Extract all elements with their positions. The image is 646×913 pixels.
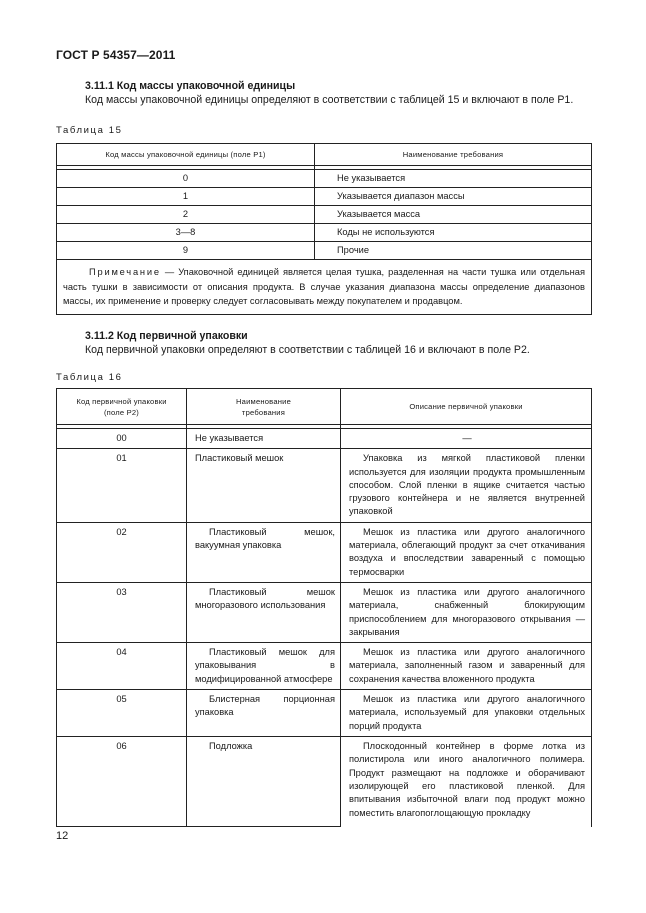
table-16-header-row xyxy=(57,389,592,425)
section-text-3-11-1: Код массы упаковочной единицы определяют в соответствии с таблицей 15 и включают в поле Р1. xyxy=(85,94,574,106)
table-15-cell-code: 0 xyxy=(57,170,315,188)
table-16-cell-name xyxy=(187,522,341,582)
table-15 xyxy=(56,143,592,315)
table-15-cell-requirement: Не указывается xyxy=(315,170,592,188)
table-16-cell-description xyxy=(341,522,592,582)
table-15-header-code: Код массы упаковочной единицы (поле Р1) xyxy=(57,144,315,166)
table-row xyxy=(57,737,592,827)
table-15-caption: Таблица 15 xyxy=(56,125,123,136)
table-15-note xyxy=(57,260,592,315)
table-15-cell-code: 9 xyxy=(57,242,315,260)
table-row xyxy=(57,224,592,242)
name-text: Подложка xyxy=(209,741,253,752)
table-16-cell-description xyxy=(341,690,592,737)
table-row xyxy=(57,522,592,582)
page-number: 12 xyxy=(56,830,69,842)
name-text: Пластиковый мешок, вакуумная упаковка xyxy=(195,526,335,551)
note-label: Примечание xyxy=(89,267,161,277)
table-16-cell-code: 03 xyxy=(57,582,187,642)
table-row xyxy=(57,643,592,690)
table-row xyxy=(57,242,592,260)
table-16-cell-name: Пластиковый мешок xyxy=(187,449,341,522)
table-16-header-code xyxy=(57,389,187,425)
section-heading-3-11-2: 3.11.2 Код первичной упаковки xyxy=(85,330,248,342)
table-16-caption: Таблица 16 xyxy=(56,372,123,383)
table-15-cell-requirement: Указывается масса xyxy=(315,206,592,224)
table-16-cell-description xyxy=(341,643,592,690)
table-16-cell-name xyxy=(187,582,341,642)
table-15-note-row xyxy=(57,260,592,315)
table-16-cell-code: 04 xyxy=(57,643,187,690)
table-16-cell-name xyxy=(187,737,341,827)
table-16-cell-description xyxy=(341,737,592,827)
table-16-header-name xyxy=(187,389,341,425)
table-row xyxy=(57,582,592,642)
table-16-header-description: Описание первичной упаковки xyxy=(341,389,592,425)
table-16-cell-name xyxy=(187,690,341,737)
name-text: Пластиковый мешок многоразового использования xyxy=(195,586,335,611)
table-16-cell-name xyxy=(187,643,341,690)
description-text: Мешок из пластика или другого аналогичного материала, снабженный блокирующим приспособлением для многоразового открывания — закрывания xyxy=(349,586,585,637)
header-name-line-1: Наименование xyxy=(235,396,292,406)
section-heading-3-11-1: 3.11.1 Код массы упаковочной единицы xyxy=(85,80,296,92)
description-text: Упаковка из мягкой пластиковой пленки используется для изоляции продукта промышленным способом. Слой пленки в ящике считается частью грузового контейнера и не является внутренней упаковкой xyxy=(349,453,585,517)
table-16-cell-code: 06 xyxy=(57,737,187,827)
table-16 xyxy=(56,388,592,827)
table-row xyxy=(57,188,592,206)
table-16-cell-description xyxy=(341,449,592,522)
table-row xyxy=(57,690,592,737)
name-text: Блистерная порционная упаковка xyxy=(195,694,335,718)
table-row xyxy=(57,170,592,188)
header-code-line-2: (поле Р2) xyxy=(103,407,140,417)
table-16-cell-code: 02 xyxy=(57,522,187,582)
table-15-header-row xyxy=(57,144,592,166)
table-16-cell-code: 05 xyxy=(57,690,187,737)
table-15-cell-requirement: Коды не используются xyxy=(315,224,592,242)
description-text: Мешок из пластика или другого аналогичного материала, облегающий продукт за счет откачивания воздуха и впоследствии заваренный с помощью термосварки xyxy=(349,526,585,577)
table-row xyxy=(57,429,592,449)
table-16-cell-description: — xyxy=(341,429,592,449)
table-row xyxy=(57,449,592,522)
document-header: ГОСТ Р 54357—2011 xyxy=(56,48,176,62)
table-15-cell-code: 1 xyxy=(57,188,315,206)
table-16-cell-code: 01 xyxy=(57,449,187,522)
table-16-cell-code: 00 xyxy=(57,429,187,449)
name-text: Пластиковый мешок для упаковывания в модифицированной атмосфере xyxy=(195,647,335,684)
description-text: Мешок из пластика или другого аналогичного материала, заполненный газом и заваренный для сохранения качества вложенного продукта xyxy=(349,647,585,684)
description-text: Плоскодонный контейнер в форме лотка из полистирола или иного аналогичного полимера. Продукт размещают на подложке и оборачивают изолирующей его пластиковой пленкой. Для впитывания избыточной влаги под продукт можно поместить влагопоглощающую прокладку xyxy=(349,741,585,818)
table-15-cell-requirement: Прочие xyxy=(315,242,592,260)
table-15-cell-code: 2 xyxy=(57,206,315,224)
header-name-line-2: требования xyxy=(241,407,286,417)
table-15-cell-code: 3—8 xyxy=(57,224,315,242)
description-text: Мешок из пластика или другого аналогичного материала, используемый для упаковки отдельных порций продукта xyxy=(349,694,585,731)
table-16-cell-description xyxy=(341,582,592,642)
table-15-cell-requirement: Указывается диапазон массы xyxy=(315,188,592,206)
table-15-header-requirement: Наименование требования xyxy=(315,144,592,166)
table-row xyxy=(57,206,592,224)
note-text: — Упаковочной единицей является целая тушка, разделенная на части тушка или отдельная часть тушки в зависимости от описания продукта. В случае указания диапазона массы определение диапазонов массы, их применение и проверку следует согласовывать между покупателем и продавцом. xyxy=(63,267,585,306)
table-16-cell-name: Не указывается xyxy=(187,429,341,449)
section-text-3-11-2: Код первичной упаковки определяют в соответствии с таблицей 16 и включают в поле Р2. xyxy=(85,344,530,356)
header-code-line-1: Код первичной упаковки xyxy=(76,396,167,406)
